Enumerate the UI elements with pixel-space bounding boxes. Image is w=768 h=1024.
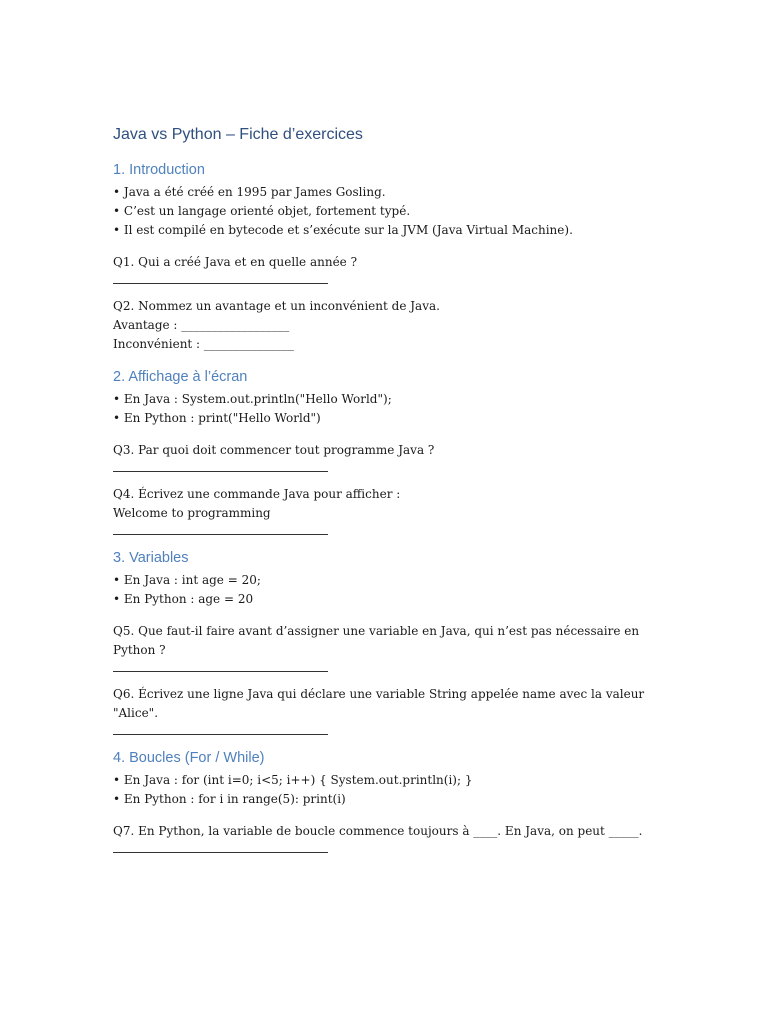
question-text: Q6. Écrivez une ligne Java qui déclare une variable String appelée name avec la valeur "Alice".: [113, 687, 645, 720]
question-q5: [113, 622, 658, 672]
answer-blank: [113, 524, 328, 535]
question-text: Q2. Nommez un avantage et un inconvénient de Java.: [113, 299, 440, 313]
question-text: Q5. Que faut-il faire avant d’assigner une variable en Java, qui n’est pas nécessaire en Python ?: [113, 624, 640, 657]
question-text: Q1. Qui a créé Java et en quelle année ?: [113, 255, 358, 269]
bullet-item: • En Java : int age = 20;: [113, 573, 261, 587]
question-text: Q3. Par quoi doit commencer tout programme Java ?: [113, 443, 435, 457]
bullet-item: • En Python : age = 20: [113, 592, 254, 606]
worksheet: [113, 124, 658, 866]
bullet-item: • En Java : for (int i=0; i<5; i++) { System.out.println(i); }: [113, 773, 473, 787]
bullet-list: [113, 571, 658, 609]
section-heading-variables: 3. Variables: [113, 550, 189, 566]
answer-line-disadvantage: Inconvénient : _______________: [113, 337, 294, 351]
bullet-list: [113, 183, 658, 240]
question-q4: [113, 485, 658, 535]
question-text: Q4. Écrivez une commande Java pour afficher :: [113, 487, 401, 501]
bullet-list: [113, 771, 658, 809]
question-q6: [113, 685, 658, 735]
bullet-item: • Il est compilé en bytecode et s’exécute sur la JVM (Java Virtual Machine).: [113, 223, 573, 237]
answer-blank: [113, 661, 328, 672]
bullet-item: • En Java : System.out.println("Hello World");: [113, 392, 392, 406]
question-q3: [113, 441, 658, 472]
answer-blank: [113, 461, 328, 472]
bullet-item: • En Python : for i in range(5): print(i): [113, 792, 346, 806]
question-text: Q7. En Python, la variable de boucle commence toujours à ____. En Java, on peut _____.: [113, 824, 643, 838]
answer-blank: [113, 724, 328, 735]
question-q2: [113, 297, 658, 354]
answer-blank: [113, 273, 328, 284]
section-heading-display: 2. Affichage à l’écran: [113, 369, 248, 385]
question-q7: [113, 822, 658, 853]
bullet-item: • En Python : print("Hello World"): [113, 411, 321, 425]
question-extra-text: Welcome to programming: [113, 506, 271, 520]
answer-blank: [113, 842, 328, 853]
document-title: Java vs Python – Fiche d’exercices: [113, 126, 363, 143]
bullet-item: • C’est un langage orienté objet, fortement typé.: [113, 204, 411, 218]
section-heading-loops: 4. Boucles (For / While): [113, 750, 265, 766]
bullet-list: [113, 390, 658, 428]
section-heading-introduction: 1. Introduction: [113, 162, 205, 178]
answer-line-advantage: Avantage : __________________: [113, 318, 290, 332]
bullet-item: • Java a été créé en 1995 par James Gosling.: [113, 185, 386, 199]
question-q1: [113, 253, 658, 284]
